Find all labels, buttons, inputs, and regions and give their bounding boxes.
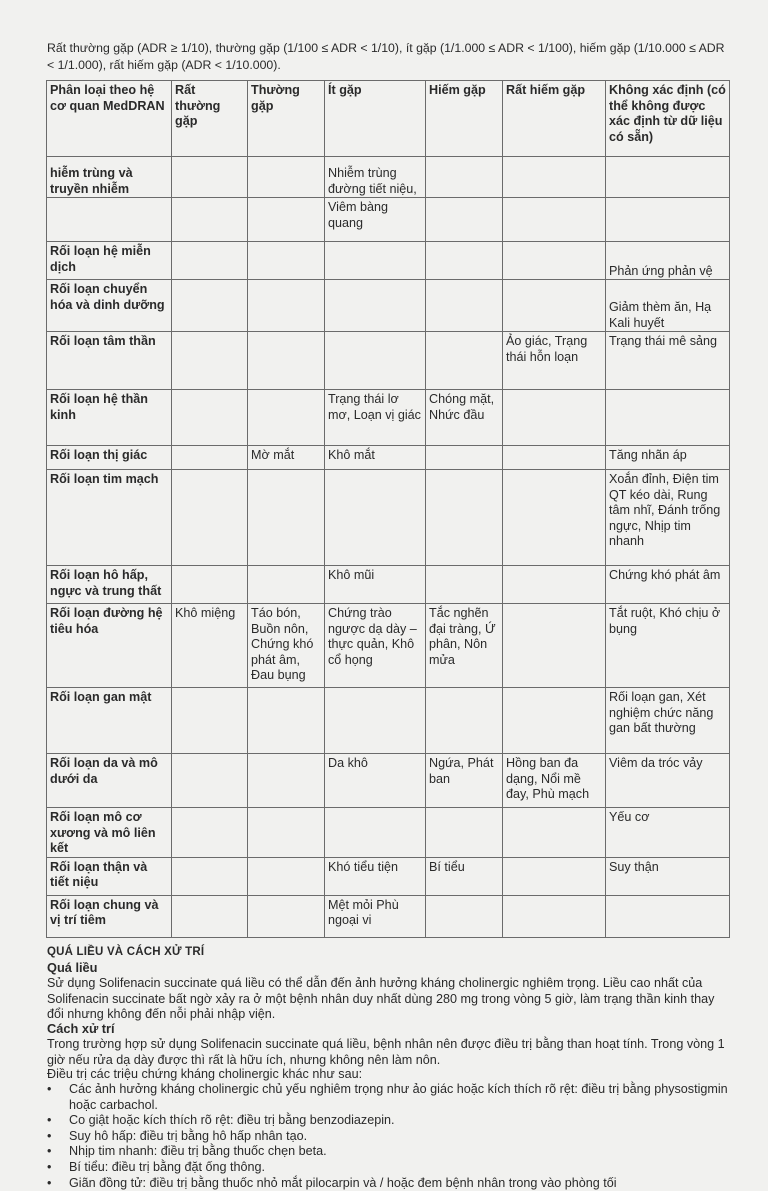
cell-uncommon: Khó tiểu tiện [325,857,426,895]
cell-common [248,688,325,754]
cell-rare [426,808,503,858]
cell-rare [426,198,503,242]
cell-unknown: Phản ứng phản vệ [606,242,730,280]
cell-rare [426,242,503,280]
cell-uncommon [325,688,426,754]
table-row [47,280,730,332]
table-row [47,470,730,566]
cell-unknown: Viêm da tróc vảy [606,754,730,808]
other-treatment-intro: Điều trị các triệu chứng kháng cholinergic khác như sau: [47,1067,363,1081]
table-row [47,604,730,688]
cell-rare [426,895,503,937]
list-item [47,1176,731,1191]
cell-common [248,157,325,198]
cell-common [248,754,325,808]
cell-rare [426,566,503,604]
list-item [47,1129,731,1145]
overdose-paragraph: Sử dụng Solifenacin succinate quá liều có thể dẫn đến ảnh hưởng kháng cholinergic nghiêm trọng. Liều cao nhất của Solifenacin succinate bất ngờ xảy ra ở một bệnh nhân duy nhất dùng 280 mg trong vòng 5 giờ, làm trạng thần kinh thay đổi nhưng không đến nỗi phải nhập viện. [47,976,715,1022]
cell-rare [426,446,503,470]
list-item [47,1144,731,1160]
cell-rare: Chóng mặt, Nhức đầu [426,390,503,446]
cell-very-common [172,470,248,566]
list-item [47,1160,731,1176]
header-very-common: Rất thường gặp [172,81,248,157]
table-header-row [47,81,730,157]
cell-very-common [172,390,248,446]
cell-very-rare [503,470,606,566]
bullet-icon: • [47,1113,52,1128]
cell-very-rare [503,446,606,470]
cell-unknown: Giảm thèm ăn, Hạ Kali huyết [606,280,730,332]
cell-very-common [172,157,248,198]
cell-uncommon [325,808,426,858]
cell-uncommon: Khô mũi [325,566,426,604]
cell-common [248,390,325,446]
treatment-bullet-list [47,1082,731,1191]
cell-very-common [172,242,248,280]
bullet-text: Suy hô hấp: điều trị bằng hô hấp nhân tạo. [69,1128,308,1143]
cell-common [248,895,325,937]
cell-common: Mờ mắt [248,446,325,470]
cell-uncommon: Khô mắt [325,446,426,470]
cell-organ-class: Rối loạn gan mật [47,688,172,754]
cell-uncommon: Viêm bàng quang [325,198,426,242]
cell-uncommon: Nhiễm trùng đường tiết niệu, [325,157,426,198]
cell-very-common [172,754,248,808]
treatment-paragraph: Trong trường hợp sử dụng Solifenacin succinate quá liều, bệnh nhân nên được điều trị bằng than hoạt tính. Trong vòng 1 giờ nếu rửa dạ dày được thì rất là hữu ích, nhưng không nên làm nôn. [47,1037,725,1067]
bullet-icon: • [47,1082,52,1096]
cell-unknown [606,157,730,198]
cell-common [248,280,325,332]
cell-uncommon: Trạng thái lơ mơ, Loạn vị giác [325,390,426,446]
cell-very-rare: Ảo giác, Trạng thái hỗn loạn [503,332,606,390]
cell-very-common [172,280,248,332]
cell-common [248,242,325,280]
cell-rare: Ngứa, Phát ban [426,754,503,808]
cell-uncommon [325,280,426,332]
table-row [47,157,730,198]
table-row [47,198,730,242]
cell-organ-class: Rối loạn tim mạch [47,470,172,566]
overdose-section-title: QUÁ LIỀU VÀ CÁCH XỬ TRÍ [47,946,205,958]
cell-uncommon [325,242,426,280]
cell-rare [426,157,503,198]
cell-rare [426,470,503,566]
cell-unknown: Suy thận [606,857,730,895]
cell-organ-class: Rối loạn hệ thần kinh [47,390,172,446]
cell-organ-class: Rối loạn thị giác [47,446,172,470]
table-row [47,446,730,470]
cell-unknown [606,390,730,446]
cell-unknown: Trạng thái mê sảng [606,332,730,390]
table-row [47,895,730,937]
cell-uncommon: Mệt mỏi Phù ngoại vi [325,895,426,937]
cell-rare: Bí tiểu [426,857,503,895]
cell-very-common [172,808,248,858]
cell-unknown [606,198,730,242]
cell-common: Táo bón, Buồn nôn, Chứng khó phát âm, Đau bụng [248,604,325,688]
cell-unknown: Tắt ruột, Khó chịu ở bụng [606,604,730,688]
list-item [47,1082,731,1113]
cell-unknown [606,895,730,937]
cell-very-rare [503,895,606,937]
bullet-text: Bí tiểu: điều trị bằng đặt ống thông. [69,1159,266,1174]
treatment-subtitle: Cách xử trí [47,1021,115,1036]
table-row [47,688,730,754]
bullet-icon: • [47,1144,52,1159]
cell-common [248,808,325,858]
cell-unknown: Chứng khó phát âm [606,566,730,604]
cell-common [248,470,325,566]
bullet-icon: • [47,1159,52,1174]
table-row [47,332,730,390]
cell-uncommon: Da khô [325,754,426,808]
header-unknown: Không xác định (có thể không được xác định từ dữ liệu có sẵn) [606,81,730,157]
cell-uncommon [325,332,426,390]
cell-organ-class: Rối loạn đường hệ tiêu hóa [47,604,172,688]
adverse-reactions-table [46,80,730,938]
cell-very-common [172,566,248,604]
list-item [47,1113,731,1129]
cell-very-rare [503,242,606,280]
cell-very-rare [503,157,606,198]
cell-rare [426,332,503,390]
cell-rare: Tắc nghẽn đại tràng, Ứ phân, Nôn mửa [426,604,503,688]
cell-unknown: Tăng nhãn áp [606,446,730,470]
header-very-rare: Rất hiếm gặp [503,81,606,157]
cell-very-common: Khô miệng [172,604,248,688]
table-row [47,242,730,280]
cell-very-common [172,688,248,754]
cell-unknown: Yếu cơ [606,808,730,858]
cell-very-common [172,895,248,937]
cell-very-rare [503,566,606,604]
table-row [47,390,730,446]
cell-very-common [172,332,248,390]
cell-uncommon [325,470,426,566]
table-row [47,857,730,895]
table-row [47,808,730,858]
cell-unknown: Rối loạn gan, Xét nghiệm chức năng gan bất thường [606,688,730,754]
cell-rare [426,688,503,754]
header-uncommon: Ít gặp [325,81,426,157]
bullet-icon: • [47,1175,52,1190]
cell-very-common [172,446,248,470]
cell-very-common [172,857,248,895]
cell-very-rare [503,198,606,242]
cell-organ-class: Rối loạn mô cơ xương và mô liên kết [47,808,172,858]
cell-rare [426,280,503,332]
cell-common [248,857,325,895]
cell-organ-class: hiễm trùng và truyền nhiễm [47,157,172,198]
header-rare: Hiếm gặp [426,81,503,157]
cell-uncommon: Chứng trào ngược dạ dày – thực quản, Khô cổ họng [325,604,426,688]
cell-very-rare [503,280,606,332]
frequency-definition: Rất thường gặp (ADR ≥ 1/10), thường gặp (1/100 ≤ ADR < 1/10), ít gặp (1/1.000 ≤ ADR < 1/100), hiếm gặp (1/10.000 ≤ ADR < 1/1.000), rất hiếm gặp (ADR < 1/10.000). [47,41,725,72]
bullet-icon: • [47,1128,52,1143]
cell-organ-class: Rối loạn hô hấp, ngực và trung thất [47,566,172,604]
cell-very-common [172,198,248,242]
cell-organ-class: Rối loạn chung và vị trí tiêm [47,895,172,937]
cell-organ-class: Rối loạn thận và tiết niệu [47,857,172,895]
cell-very-rare: Hồng ban đa dạng, Nổi mề đay, Phù mạch [503,754,606,808]
cell-organ-class: Rối loạn hệ miễn dịch [47,242,172,280]
cell-common [248,332,325,390]
cell-very-rare [503,604,606,688]
cell-organ-class: Rối loạn tâm thần [47,332,172,390]
bullet-text: Nhịp tim nhanh: điều trị bằng thuốc chẹn beta. [69,1144,327,1159]
cell-unknown: Xoắn đỉnh, Điện tim QT kéo dài, Rung tâm nhĩ, Đánh trống ngực, Nhịp tim nhanh [606,470,730,566]
bullet-text: Co giật hoặc kích thích rõ rệt: điều trị bằng benzodiazepin. [69,1113,395,1128]
header-organ-class: Phân loại theo hệ cơ quan MedDRAN [47,81,172,157]
header-common: Thường gặp [248,81,325,157]
cell-common [248,198,325,242]
bullet-text: Giãn đồng tử: điều trị bằng thuốc nhỏ mắt pilocarpin và / hoặc đem bệnh nhân trong vào phòng tối [69,1175,617,1190]
overdose-subtitle: Quá liều [47,960,98,975]
cell-organ-class: Rối loạn chuyển hóa và dinh dưỡng [47,280,172,332]
table-row [47,754,730,808]
cell-common [248,566,325,604]
cell-very-rare [503,390,606,446]
cell-very-rare [503,688,606,754]
cell-organ-class [47,198,172,242]
cell-very-rare [503,808,606,858]
cell-organ-class: Rối loạn da và mô dưới da [47,754,172,808]
cell-very-rare [503,857,606,895]
table-row [47,566,730,604]
bullet-text: Các ảnh hưởng kháng cholinergic chủ yếu nghiêm trọng như ảo giác hoặc kích thích rõ rệt: điều trị bằng physostigmin hoặc carbachol. [69,1082,728,1112]
